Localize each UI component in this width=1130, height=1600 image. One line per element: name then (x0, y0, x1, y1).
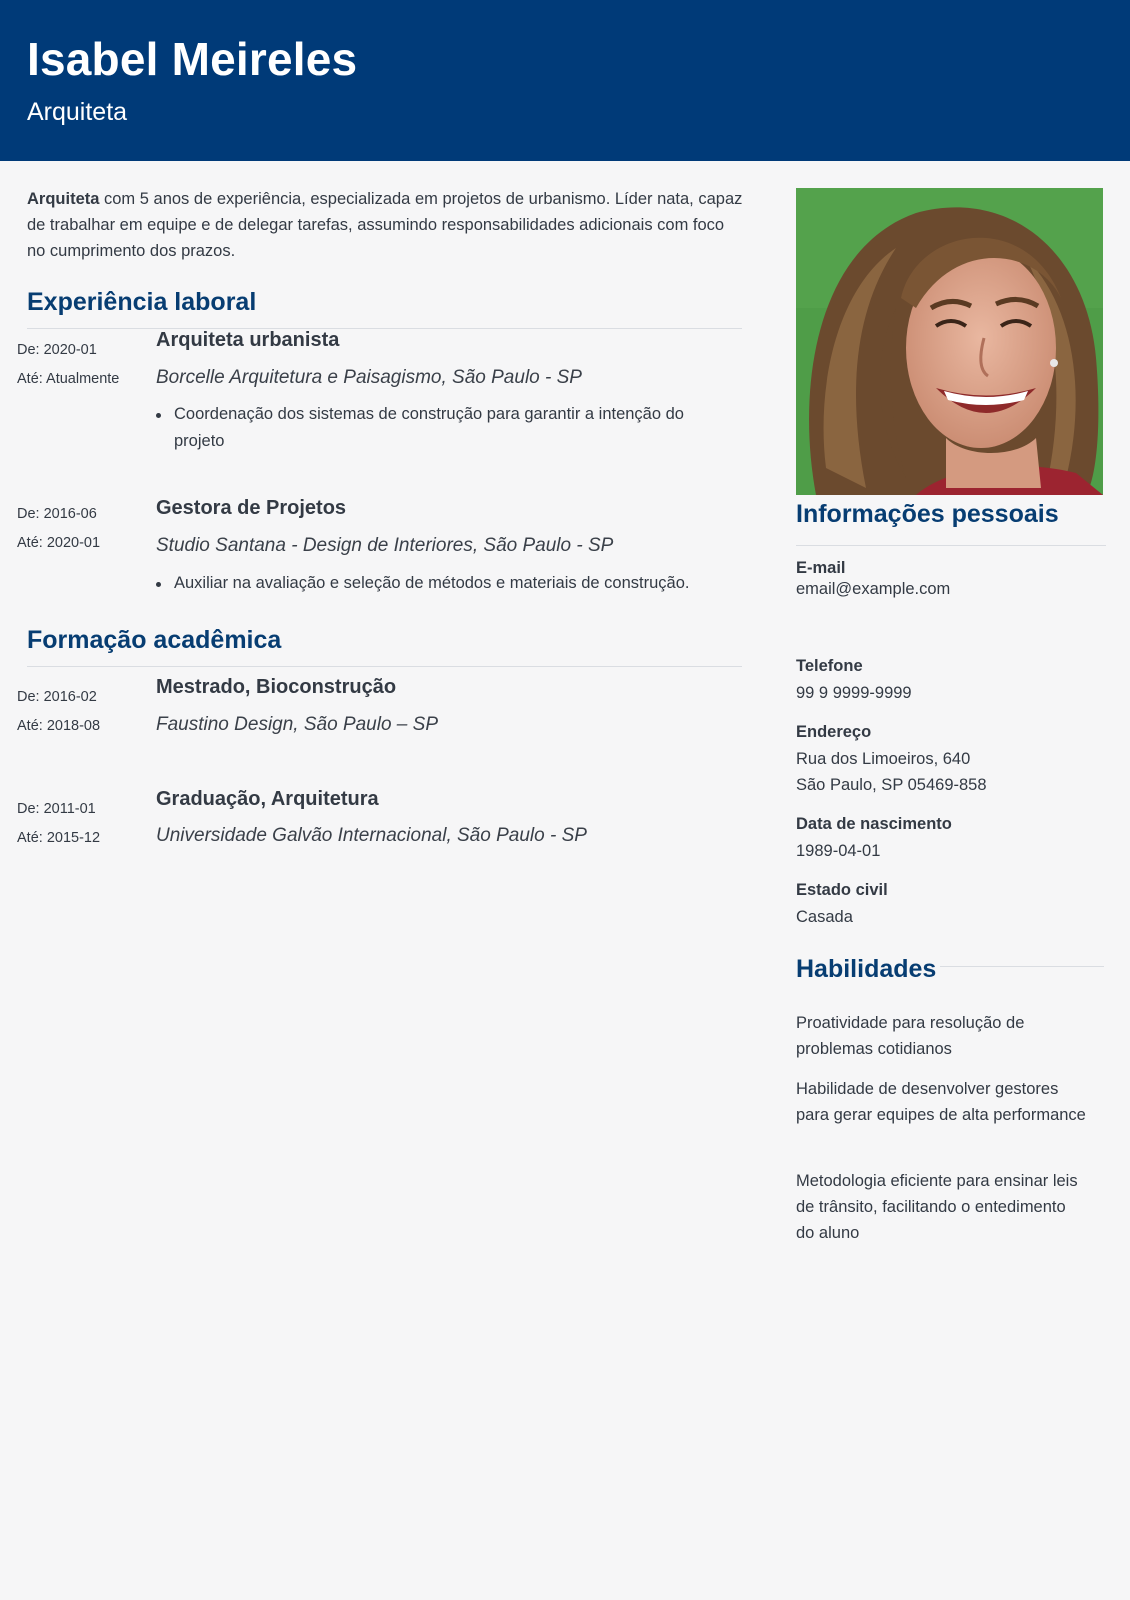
phone-value: 99 9 9999-9999 (796, 684, 912, 702)
address-label: Endereço (796, 723, 872, 741)
skills-divider (940, 966, 1104, 967)
experience-2-bullet (156, 570, 726, 597)
personal-info-divider (796, 545, 1106, 546)
experience-divider (27, 328, 742, 329)
experience-1-title: Arquiteta urbanista (156, 329, 340, 351)
education-1-title: Mestrado, Bioconstrução (156, 676, 397, 698)
education-2-from: De: 2011-01 (17, 801, 96, 817)
summary-lead: Arquiteta (27, 190, 100, 208)
experience-2-bullet-text: Auxiliar na avaliação e seleção de métodos e materiais de construção. (174, 574, 690, 592)
experience-1-bullet (156, 401, 726, 455)
education-heading: Formação acadêmica (27, 626, 282, 654)
profile-summary (27, 186, 747, 264)
education-1-to: Até: 2018-08 (17, 718, 101, 734)
education-divider (27, 666, 742, 667)
email-value: email@example.com (796, 580, 951, 598)
header-banner (0, 0, 1130, 161)
education-2-title: Graduação, Arquitetura (156, 788, 379, 810)
profile-photo (796, 188, 1103, 495)
experience-1-org: Borcelle Arquitetura e Paisagismo, São Paulo - SP (156, 367, 582, 388)
summary-text: com 5 anos de experiência, especializada em projetos de urbanismo. Líder nata, capaz de trabalhar em equipe e de delegar tarefas, assumindo responsabilidades adicionais com foco no cumprimento dos prazos. (27, 190, 743, 260)
experience-2-org: Studio Santana - Design de Interiores, São Paulo - SP (156, 535, 614, 556)
experience-heading: Experiência laboral (27, 288, 257, 316)
skill-item: Metodologia eficiente para ensinar leis de trânsito, facilitando o entedimento do aluno (796, 1172, 1078, 1242)
education-2-org: Universidade Galvão Internacional, São Paulo - SP (156, 825, 587, 846)
birth-label: Data de nascimento (796, 815, 952, 833)
civil-status-value: Casada (796, 908, 853, 926)
education-1-from: De: 2016-02 (17, 689, 97, 705)
profile-photo-illustration (796, 188, 1103, 495)
education-2-to: Até: 2015-12 (17, 830, 101, 846)
address-line-2: São Paulo, SP 05469-858 (796, 776, 987, 794)
experience-1-to: Até: Atualmente (17, 371, 120, 387)
education-1-org: Faustino Design, São Paulo – SP (156, 714, 439, 735)
skills-heading: Habilidades (796, 955, 937, 983)
phone-label: Telefone (796, 657, 863, 675)
personal-info-heading: Informações pessoais (796, 500, 1059, 528)
address-line-1: Rua dos Limoeiros, 640 (796, 750, 971, 768)
experience-2-title: Gestora de Projetos (156, 497, 347, 519)
experience-1-from: De: 2020-01 (17, 342, 97, 358)
civil-status-label: Estado civil (796, 881, 888, 899)
birth-value: 1989-04-01 (796, 842, 881, 860)
email-label: E-mail (796, 559, 846, 577)
experience-1-bullet-text: Coordenação dos sistemas de construção para garantir a intenção do projeto (174, 405, 684, 450)
experience-2-to: Até: 2020-01 (17, 535, 101, 551)
candidate-name: Isabel Meireles (27, 33, 358, 85)
bullet-dot (156, 582, 161, 587)
experience-2-from: De: 2016-06 (17, 506, 97, 522)
candidate-role: Arquiteta (27, 98, 128, 126)
skill-item: Proatividade para resolução de problemas cotidianos (796, 1014, 1025, 1058)
skill-item: Habilidade de desenvolver gestores para gerar equipes de alta performance (796, 1080, 1086, 1124)
bullet-dot (156, 413, 161, 418)
